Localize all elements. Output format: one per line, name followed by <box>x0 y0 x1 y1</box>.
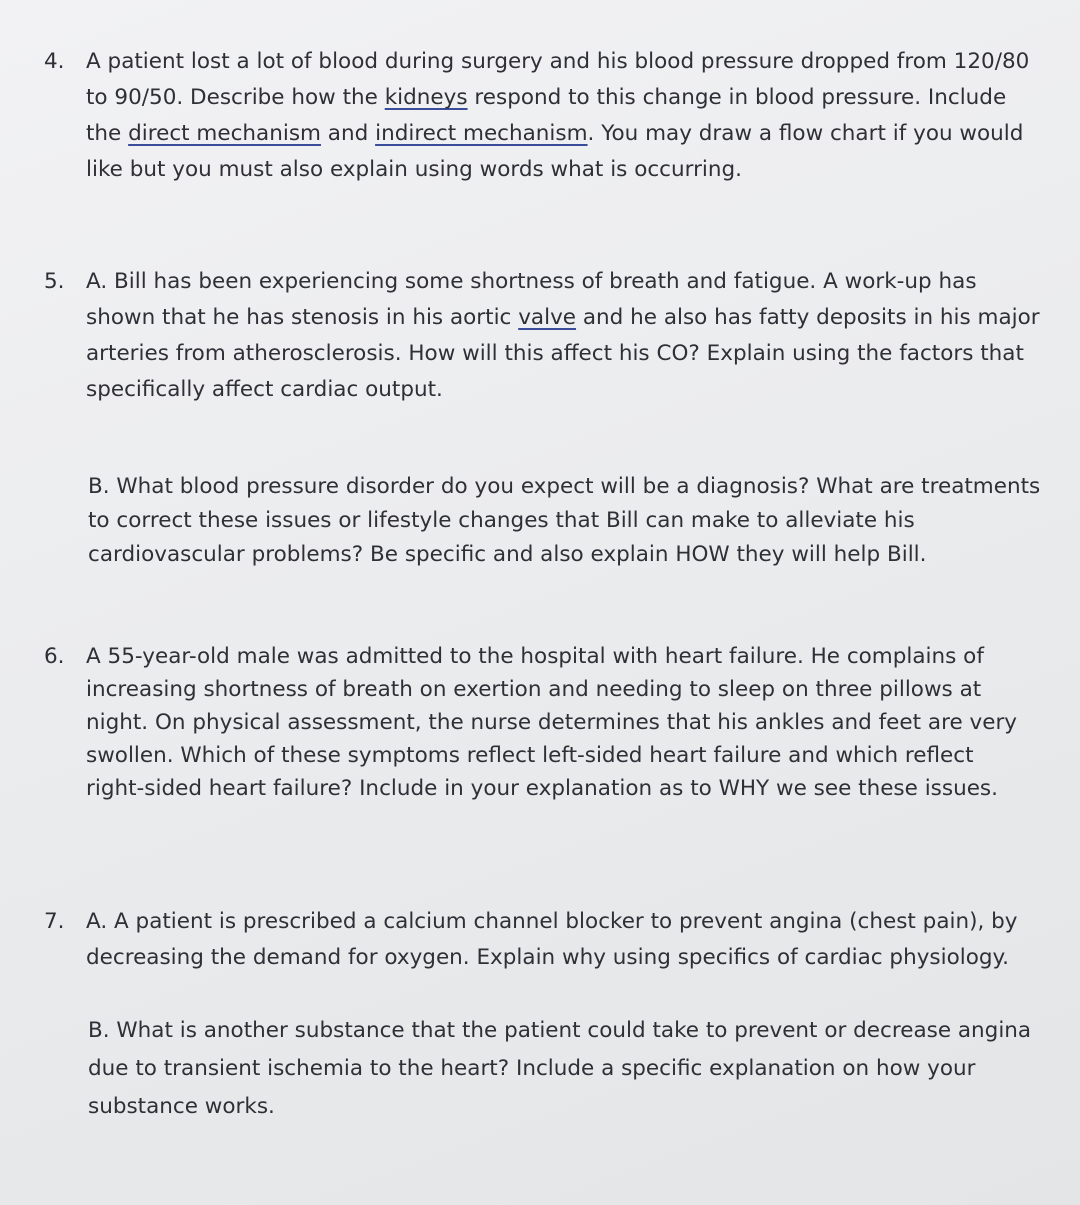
question-4 <box>44 44 1044 188</box>
text-line: like but you must also explain using words what is occurring. <box>86 157 743 182</box>
question-number: 4. <box>44 49 65 74</box>
text-line: decreasing the demand for oxygen. Explain why using specifics of cardiac physiology. <box>86 945 1010 970</box>
text-line: substance works. <box>88 1094 275 1119</box>
question-6 <box>44 640 1044 805</box>
text-line: to correct these issues or lifestyle changes that Bill can make to alleviate his <box>88 508 915 533</box>
underlined-term-valve: valve <box>518 305 577 330</box>
text-line: A. A patient is prescribed a calcium channel blocker to prevent angina (chest pain), by <box>86 909 1018 934</box>
text-line: increasing shortness of breath on exertion and needing to sleep on three pillows at <box>86 677 982 702</box>
text-line: night. On physical assessment, the nurse determines that his ankles and feet are very <box>86 710 1018 735</box>
question-text <box>86 264 1044 408</box>
text-line: cardiovascular problems? Be specific and also explain HOW they will help Bill. <box>88 542 927 567</box>
question-number: 6. <box>44 644 65 669</box>
text-line: B. What blood pressure disorder do you expect will be a diagnosis? What are treatments <box>88 474 1041 499</box>
question-number: 7. <box>44 909 65 934</box>
underlined-term-indirect-mechanism: indirect mechanism <box>375 121 588 146</box>
text-line: the direct mechanism and indirect mechanism. You may draw a flow chart if you would <box>86 121 1024 146</box>
text-line: specifically affect cardiac output. <box>86 377 443 402</box>
text-line: to 90/50. Describe how the kidneys respond to this change in blood pressure. Include <box>86 85 1007 110</box>
question-7-part-b <box>88 1012 1038 1126</box>
question-text <box>86 904 1044 976</box>
question-text <box>86 640 1044 805</box>
underlined-term-kidneys: kidneys <box>384 85 468 110</box>
question-5-part-b <box>88 470 1041 572</box>
underlined-term-direct-mechanism: direct mechanism <box>128 121 321 146</box>
text-line: shown that he has stenosis in his aortic valve and he also has fatty deposits in his major <box>86 305 1040 330</box>
text-line: arteries from atherosclerosis. How will this affect his CO? Explain using the factors that <box>86 341 1024 366</box>
text-line: due to transient ischemia to the heart? Include a specific explanation on how your <box>88 1056 976 1081</box>
text-line: right-sided heart failure? Include in your explanation as to WHY we see these issues. <box>86 776 998 801</box>
question-text <box>86 44 1044 188</box>
text-line: A patient lost a lot of blood during surgery and his blood pressure dropped from 120/80 <box>86 49 1030 74</box>
text-line: A. Bill has been experiencing some shortness of breath and fatigue. A work-up has <box>86 269 977 294</box>
text-line: B. What is another substance that the patient could take to prevent or decrease angina <box>88 1018 1032 1043</box>
question-5 <box>44 264 1044 408</box>
text-line: swollen. Which of these symptoms reflect left-sided heart failure and which reflect <box>86 743 974 768</box>
text-line: A 55-year-old male was admitted to the hospital with heart failure. He complains of <box>86 644 984 669</box>
question-number: 5. <box>44 269 65 294</box>
question-7 <box>44 904 1044 976</box>
